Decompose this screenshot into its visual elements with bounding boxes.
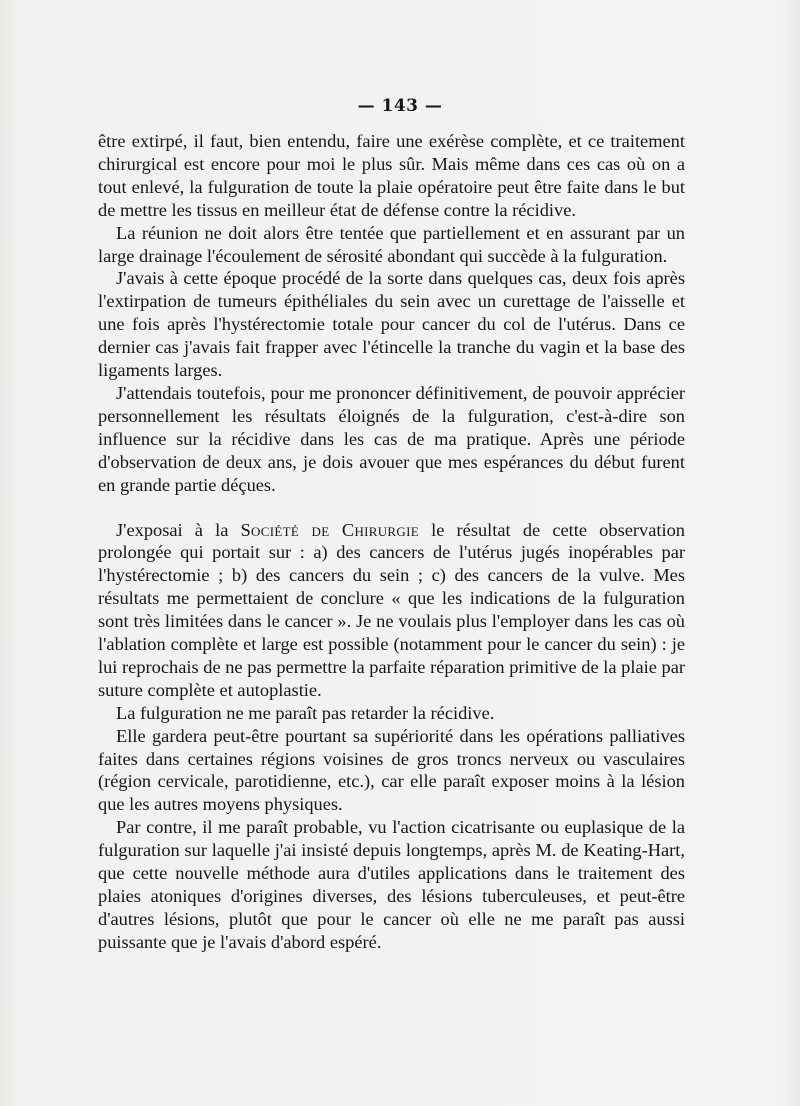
- paragraph-attendais: J'attendais toutefois, pour me prononcer définitivement, de pouvoir apprécier personnellement les résultats éloignés de la fulguration, c'est-à-dire son influence sur la récidive dans les cas de ma pratique. Après une période d'observation de deux ans, je dois avouer que mes espérances du début furent en grande partie déçues.: [98, 382, 685, 495]
- paragraph-procedure: J'avais à cette époque procédé de la sorte dans quelques cas, deux fois après l'extirpation de tumeurs épithéliales du sein avec un curettage de l'aisselle et une fois après l'hystérectomie totale pour cancer du col de l'utérus. Dans ce dernier cas j'avais fait frapper avec l'étincelle la tranche du vagin et la base des ligaments larges.: [98, 268, 685, 381]
- paragraph-reunion: La réunion ne doit alors être tentée que partiellement et en assurant par un large drainage l'écoulement de sérosité abondant qui succède à la fulguration.: [98, 222, 685, 266]
- paragraph-par-contre: Par contre, il me paraît probable, vu l'action cicatrisante ou euplasique de la fulguration sur laquelle j'ai insisté depuis longtemps, après M. de Keating-Hart, que cette nouvelle méthode aura d'utiles applications dans le traitement des plaies atoniques d'origines diverses, des lésions tuberculeuses, et peut-être d'autres lésions, plutôt que pour le cancer où elle ne me paraît pas aussi puissante que je l'avais d'abord espéré.: [98, 817, 685, 952]
- page-number: — 143 —: [357, 96, 443, 116]
- society-name: Société de Chirurgie: [240, 519, 419, 540]
- paragraph-recidive: La fulguration ne me paraît pas retarder la récidive.: [116, 702, 495, 723]
- paragraph-exposai: [98, 519, 685, 702]
- page-body: [98, 130, 685, 954]
- paragraph-exposai-rest: le résultat de cette observation prolongée qui portait sur : a) des cancers de l'utérus jugés inopérables par l'hystérectomie ; b) des cancers du sein ; c) des cancers de la vulve. Mes résultats me permettaient de conclure « que les indications de la fulguration sont très limitées dans le cancer ». Je ne voulais plus l'employer dans les cas où l'ablation complète et large est possible (notamment pour le cancer du sein) : je lui reprochais de ne pas permettre la parfaite réparation primitive de la plaie par suture complète et autoplastie.: [98, 519, 685, 700]
- paragraph-continuation: être extirpé, il faut, bien entendu, faire une exérèse complète, et ce traitement chirurgical est encore pour moi le plus sûr. Mais même dans ces cas où on a tout enlevé, la fulguration de toute la plaie opératoire peut être faite dans le but de mettre les tissus en meilleur état de défense contre la récidive.: [98, 131, 685, 220]
- paragraph-palliatives: Elle gardera peut-être pourtant sa supériorité dans les opérations palliatives faites dans certaines régions voisines de gros troncs nerveux ou vasculaires (région cervicale, parotidienne, etc.), car elle paraît exposer moins à la lésion que les autres moyens physiques.: [98, 725, 685, 815]
- paragraph-exposai-lead: J'exposai à la: [116, 519, 241, 540]
